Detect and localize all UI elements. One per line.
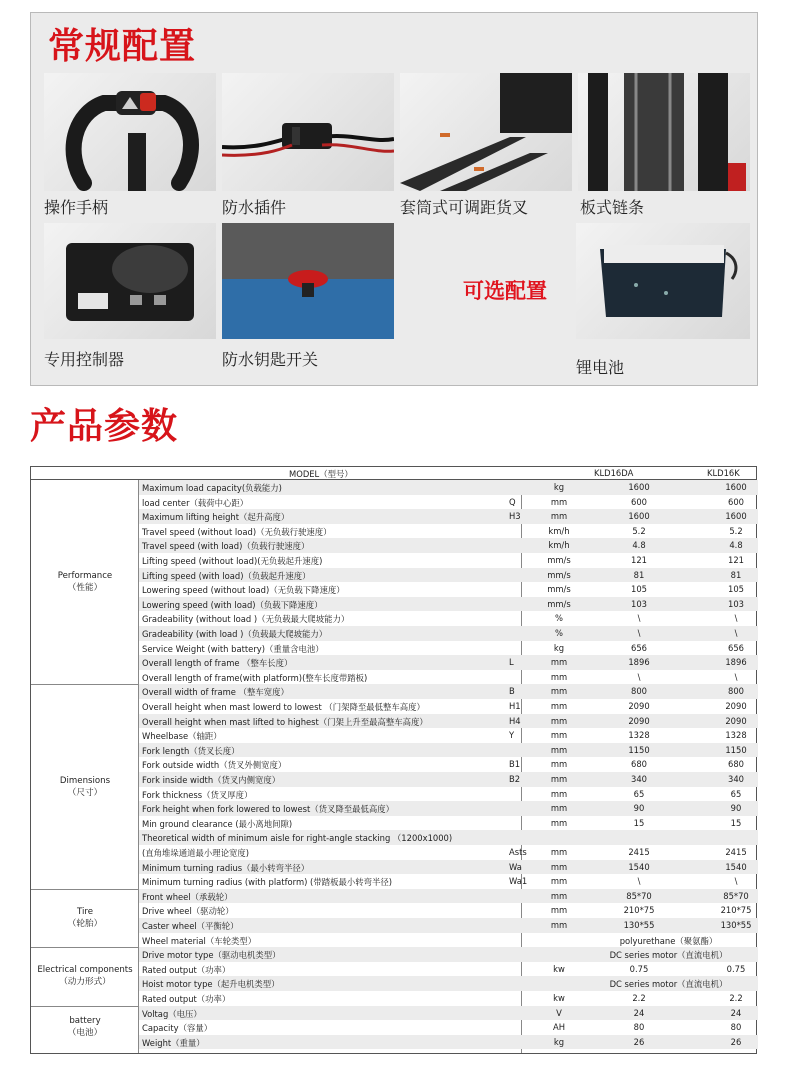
spec-value-model-1: 2415 bbox=[628, 847, 650, 857]
spec-row bbox=[139, 845, 758, 860]
spec-row bbox=[139, 903, 758, 918]
spec-param-unit: km/h bbox=[548, 540, 570, 551]
spec-value-model-1: 600 bbox=[631, 496, 647, 507]
spec-param-name: Capacity（容量） bbox=[142, 1023, 213, 1034]
spec-group-name-en: Tire bbox=[76, 906, 93, 917]
spec-row bbox=[139, 1035, 758, 1050]
spec-param-unit: mm bbox=[550, 657, 568, 668]
spec-param-name: Lowering speed (without load)（无负载下降速度） bbox=[142, 585, 345, 596]
spec-param-name: Drive wheel（驱动轮） bbox=[142, 906, 234, 917]
spec-group-divider bbox=[31, 889, 139, 890]
spec-param-unit: mm bbox=[550, 671, 568, 682]
spec-param-name: Minimum turning radius (with platform) (带踏板最小转弯半径) bbox=[142, 877, 392, 888]
spec-row bbox=[139, 874, 758, 889]
spec-row bbox=[139, 553, 758, 568]
spec-value-model-1: 340 bbox=[631, 774, 647, 784]
spec-param-unit: kw bbox=[553, 993, 565, 1003]
spec-param-unit: kg bbox=[553, 482, 565, 492]
spec-value-model-1: 1540 bbox=[628, 861, 650, 872]
spec-value-model-2: 65 bbox=[730, 788, 742, 799]
photo-key-switch bbox=[222, 223, 394, 339]
spec-value-model-2: 680 bbox=[728, 759, 744, 770]
spec-value-model-2: 5.2 bbox=[729, 525, 743, 536]
spec-param-name: Wheelbase（轴距） bbox=[142, 731, 222, 742]
spec-value-model-2: \ bbox=[734, 628, 738, 638]
spec-param-unit: mm bbox=[550, 905, 568, 916]
spec-value-model-1: 26 bbox=[633, 1036, 645, 1047]
spec-param-symbol: Q bbox=[509, 496, 516, 507]
spec-param-name: Hoist motor type（起升电机类型） bbox=[142, 979, 280, 990]
spec-value-model-1: 800 bbox=[631, 686, 647, 697]
spec-param-name: Front wheel（承载轮） bbox=[142, 891, 233, 902]
spec-param-shared-value: polyurethane（聚氨酯） bbox=[619, 935, 718, 946]
spec-row bbox=[139, 743, 758, 758]
spec-value-model-2: 1150 bbox=[725, 744, 747, 755]
spec-value-model-2: 1600 bbox=[725, 482, 747, 492]
spec-param-name: Overall width of frame （整车宽度） bbox=[142, 687, 289, 698]
spec-param-name: Voltag（电压） bbox=[142, 1008, 202, 1019]
spec-header-row bbox=[31, 467, 756, 480]
spec-value-model-1: \ bbox=[637, 671, 641, 682]
spec-param-unit: mm bbox=[550, 847, 568, 857]
spec-value-model-1: 24 bbox=[633, 1007, 645, 1018]
spec-param-unit: % bbox=[555, 628, 563, 638]
spec-value-model-1: 2090 bbox=[628, 715, 650, 726]
spec-param-unit: mm bbox=[550, 496, 568, 507]
spec-param-unit: kg bbox=[553, 1036, 565, 1047]
spec-param-unit: mm bbox=[550, 759, 568, 770]
spec-param-symbol: H1 bbox=[509, 701, 521, 711]
spec-value-model-1: 85*70 bbox=[626, 890, 652, 901]
spec-value-model-2: 103 bbox=[728, 598, 744, 609]
spec-row bbox=[139, 582, 758, 597]
photo-waterproof-connector bbox=[222, 73, 394, 191]
header-model: MODEL（型号） bbox=[289, 469, 353, 479]
spec-row bbox=[139, 801, 758, 816]
spec-value-model-1: 65 bbox=[633, 788, 645, 799]
caption-key-switch: 防水钥匙开关 bbox=[222, 350, 319, 369]
spec-value-model-2: 24 bbox=[730, 1007, 742, 1018]
spec-param-name: Fork height when fork lowered to lowest（货叉降至最低高度） bbox=[142, 804, 395, 815]
spec-group-label bbox=[31, 480, 139, 684]
photo-lithium-battery bbox=[576, 223, 750, 339]
spec-param-symbol: Asts bbox=[509, 847, 527, 857]
spec-value-model-2: 656 bbox=[728, 642, 744, 653]
spec-param-unit: AH bbox=[552, 1022, 566, 1033]
spec-param-symbol: H4 bbox=[509, 715, 521, 726]
spec-group-name-zh: （电池） bbox=[67, 1028, 103, 1039]
spec-value-model-2: 0.75 bbox=[726, 963, 746, 974]
spec-row bbox=[139, 670, 758, 685]
spec-param-name: Wheel material（车轮类型） bbox=[142, 935, 257, 946]
spec-param-name: Travel speed (with load)（负载行驶速度） bbox=[142, 541, 310, 552]
spec-row bbox=[139, 641, 758, 656]
caption-operating-handle: 操作手柄 bbox=[44, 198, 109, 217]
spec-param-name: Lifting speed (without load)(无负载起升速度) bbox=[142, 556, 323, 566]
spec-param-unit: mm bbox=[550, 890, 568, 901]
spec-param-unit: mm bbox=[550, 701, 568, 711]
optional-config-label: 可选配置 bbox=[463, 279, 547, 303]
spec-row bbox=[139, 480, 758, 495]
spec-value-model-2: 600 bbox=[728, 496, 744, 507]
spec-row bbox=[139, 714, 758, 729]
spec-row bbox=[139, 816, 758, 831]
photo-plate-chain bbox=[578, 73, 750, 191]
spec-value-model-1: 81 bbox=[633, 569, 645, 580]
spec-group-divider bbox=[31, 947, 139, 948]
spec-param-unit: mm bbox=[550, 861, 568, 872]
spec-param-name: Fork outside width（货叉外侧宽度） bbox=[142, 760, 287, 771]
spec-value-model-1: 2090 bbox=[628, 701, 650, 711]
spec-param-name: Minimum turning radius（最小转弯半径） bbox=[142, 862, 310, 873]
spec-param-symbol: H3 bbox=[509, 511, 521, 522]
spec-value-model-1: 103 bbox=[631, 598, 647, 609]
spec-param-name: Fork length（货叉长度） bbox=[142, 745, 240, 756]
spec-param-unit: mm bbox=[550, 715, 568, 726]
spec-row bbox=[139, 1020, 758, 1035]
spec-param-unit: mm/s bbox=[547, 555, 571, 565]
caption-waterproof-connector: 防水插件 bbox=[222, 198, 287, 217]
spec-param-unit: mm bbox=[550, 774, 568, 784]
spec-value-model-2: 4.8 bbox=[729, 540, 743, 551]
spec-row bbox=[139, 757, 758, 772]
spec-value-model-2: 81 bbox=[730, 569, 742, 580]
spec-group-name-zh: （动力形式） bbox=[59, 977, 111, 988]
spec-group-divider bbox=[31, 1006, 139, 1007]
spec-param-name: Fork thickness（货叉厚度） bbox=[142, 789, 253, 800]
spec-param-name: Maximum lifting height（起升高度） bbox=[142, 512, 290, 523]
spec-param-unit: km/h bbox=[548, 525, 570, 536]
spec-value-model-2: 80 bbox=[730, 1022, 742, 1033]
spec-param-name: Overall length of frame （整车长度） bbox=[142, 658, 293, 669]
spec-row bbox=[139, 597, 758, 612]
spec-row bbox=[139, 509, 758, 524]
spec-value-model-1: 1328 bbox=[628, 730, 650, 741]
spec-param-shared-value: DC series motor（直流电机） bbox=[609, 950, 728, 961]
spec-value-model-1: 105 bbox=[631, 584, 647, 595]
spec-param-name: Overall height when mast lowerd to lowest （门架降至最低整车高度） bbox=[142, 702, 425, 712]
spec-value-model-2: \ bbox=[734, 613, 738, 624]
spec-row bbox=[139, 918, 758, 933]
spec-row bbox=[139, 889, 758, 904]
product-params-title: 产品参数 bbox=[30, 406, 179, 447]
caption-adjustable-forks: 套筒式可调距货叉 bbox=[400, 198, 529, 217]
photo-adjustable-forks bbox=[400, 73, 572, 191]
spec-row bbox=[139, 626, 758, 641]
spec-param-symbol: Y bbox=[509, 730, 515, 741]
spec-param-name: Drive motor type（驱动电机类型） bbox=[142, 950, 281, 961]
spec-param-unit: mm bbox=[550, 744, 568, 755]
spec-param-unit: kw bbox=[553, 963, 565, 974]
spec-value-model-1: 15 bbox=[633, 817, 645, 828]
spec-param-name: Travel speed (without load)（无负载行驶速度） bbox=[142, 526, 332, 537]
spec-param-unit: mm bbox=[550, 511, 568, 522]
spec-param-shared-value: DC series motor（直流电机） bbox=[609, 979, 728, 990]
spec-value-model-2: 800 bbox=[728, 686, 744, 697]
spec-value-model-1: 80 bbox=[633, 1022, 645, 1033]
spec-param-name: Fork inside width（货叉内侧宽度） bbox=[142, 775, 281, 785]
spec-value-model-2: 105 bbox=[728, 584, 744, 595]
spec-row bbox=[139, 684, 758, 699]
spec-param-name: Lifting speed (with load)（负载起升速度） bbox=[142, 570, 311, 581]
spec-row bbox=[139, 933, 758, 948]
spec-group-name-en: Electrical components bbox=[37, 965, 133, 976]
spec-row bbox=[139, 962, 758, 977]
spec-param-unit: mm/s bbox=[547, 598, 571, 609]
spec-value-model-1: 656 bbox=[631, 642, 647, 653]
caption-lithium-battery: 锂电池 bbox=[576, 358, 625, 377]
spec-group-label bbox=[31, 889, 139, 947]
spec-group-label bbox=[31, 1006, 139, 1050]
spec-value-model-2: 90 bbox=[730, 803, 742, 814]
spec-value-model-2: \ bbox=[734, 671, 738, 682]
spec-group-name-en: Performance bbox=[57, 571, 113, 582]
spec-param-name: Weight（重量） bbox=[142, 1037, 205, 1048]
spec-row bbox=[139, 947, 758, 962]
spec-row bbox=[139, 830, 758, 845]
spec-param-unit: mm bbox=[550, 920, 568, 930]
spec-group-label bbox=[31, 684, 139, 888]
spec-row bbox=[139, 495, 758, 510]
spec-param-symbol: Wa bbox=[509, 861, 522, 872]
spec-group-name-zh: （尺寸） bbox=[67, 787, 103, 798]
standard-config-title: 常规配置 bbox=[48, 26, 197, 67]
spec-value-model-2: 2415 bbox=[725, 847, 747, 857]
spec-param-name: Theoretical width of minimum aisle for right-angle stacking （1200x1000) bbox=[142, 833, 453, 844]
spec-row bbox=[139, 699, 758, 714]
spec-group-name-zh: （性能） bbox=[67, 583, 103, 594]
spec-group-divider bbox=[31, 684, 139, 685]
spec-row bbox=[139, 538, 758, 553]
spec-param-symbol: B1 bbox=[509, 759, 521, 770]
spec-value-model-2: 210*75 bbox=[720, 905, 752, 916]
spec-value-model-1: 1150 bbox=[628, 744, 650, 755]
spec-value-model-2: 1540 bbox=[725, 861, 747, 872]
spec-value-model-2: \ bbox=[734, 876, 738, 887]
spec-value-model-1: \ bbox=[637, 613, 641, 624]
spec-row bbox=[139, 568, 758, 583]
photo-operating-handle bbox=[44, 73, 216, 191]
spec-row bbox=[139, 976, 758, 991]
spec-param-name: Overall length of frame(with platform)(整车长度带踏板) bbox=[142, 672, 368, 683]
spec-value-model-2: 130*55 bbox=[720, 920, 752, 930]
spec-value-model-2: 1600 bbox=[725, 511, 747, 522]
spec-value-model-1: \ bbox=[637, 876, 641, 887]
spec-param-unit: mm bbox=[550, 686, 568, 697]
spec-value-model-2: 2090 bbox=[725, 701, 747, 711]
spec-value-model-1: 1600 bbox=[628, 482, 650, 492]
spec-group-label bbox=[31, 947, 139, 1005]
spec-value-model-1: 130*55 bbox=[623, 920, 655, 930]
spec-param-name: Rated output（功率） bbox=[142, 994, 231, 1004]
spec-value-model-2: 85*70 bbox=[723, 890, 749, 901]
spec-value-model-1: 4.8 bbox=[632, 540, 646, 551]
spec-param-symbol: L bbox=[509, 657, 514, 668]
spec-value-model-1: \ bbox=[637, 628, 641, 638]
spec-value-model-2: 2090 bbox=[725, 715, 747, 726]
spec-group-name-en: Dimensions bbox=[59, 775, 111, 786]
spec-row bbox=[139, 991, 758, 1006]
spec-row bbox=[139, 772, 758, 787]
spec-param-symbol: B bbox=[509, 686, 515, 697]
spec-row bbox=[139, 611, 758, 626]
spec-param-name: Service Weight (with battery)（重量含电池） bbox=[142, 643, 324, 654]
spec-param-name: Gradeability (without load )（无负载最大爬坡能力） bbox=[142, 614, 350, 625]
spec-group-name-zh: （轮胎） bbox=[67, 918, 103, 929]
spec-param-unit: mm bbox=[550, 788, 568, 799]
spec-param-name: load center（载荷中心距） bbox=[142, 497, 249, 508]
spec-row bbox=[139, 655, 758, 670]
spec-param-name: (直角堆垛通道最小理论宽度) bbox=[142, 848, 250, 858]
spec-param-unit: V bbox=[556, 1007, 562, 1018]
spec-value-model-2: 340 bbox=[728, 774, 744, 784]
spec-param-name: Gradeability (with load )（负载最大爬坡能力） bbox=[142, 629, 328, 639]
spec-param-unit: mm/s bbox=[547, 569, 571, 580]
caption-controller: 专用控制器 bbox=[44, 350, 125, 369]
spec-value-model-1: 2.2 bbox=[632, 993, 646, 1003]
spec-param-unit: mm bbox=[550, 803, 568, 814]
spec-param-name: Overall height when mast lifted to highest（门架上升至最高整车高度） bbox=[142, 716, 428, 727]
spec-param-symbol: B2 bbox=[509, 774, 521, 784]
spec-param-unit: % bbox=[555, 613, 563, 624]
spec-param-unit: kg bbox=[553, 642, 565, 653]
spec-row bbox=[139, 728, 758, 743]
spec-value-model-1: 680 bbox=[631, 759, 647, 770]
spec-row bbox=[139, 860, 758, 875]
spec-row bbox=[139, 524, 758, 539]
spec-value-model-1: 1896 bbox=[628, 657, 650, 668]
spec-param-name: Maximum load capacity(负载能力) bbox=[142, 483, 282, 493]
spec-group-name-en: battery bbox=[69, 1016, 101, 1027]
spec-table bbox=[30, 466, 757, 1054]
spec-value-model-2: 26 bbox=[730, 1036, 742, 1047]
spec-value-model-2: 121 bbox=[728, 555, 744, 565]
spec-param-unit: mm bbox=[550, 817, 568, 828]
spec-value-model-2: 15 bbox=[730, 817, 742, 828]
spec-param-unit: mm/s bbox=[547, 584, 571, 595]
spec-param-unit: mm bbox=[550, 876, 568, 887]
spec-value-model-2: 2.2 bbox=[729, 993, 743, 1003]
spec-value-model-2: 1896 bbox=[725, 657, 747, 668]
spec-param-unit: mm bbox=[550, 730, 568, 741]
caption-plate-chain: 板式链条 bbox=[580, 198, 645, 217]
spec-value-model-2: 1328 bbox=[725, 730, 747, 741]
header-model-1: KLD16DA bbox=[594, 468, 634, 478]
spec-value-model-1: 0.75 bbox=[629, 963, 649, 974]
spec-param-name: Min ground clearance (最小离地间隙) bbox=[142, 818, 293, 829]
spec-row bbox=[139, 1006, 758, 1021]
spec-value-model-1: 1600 bbox=[628, 511, 650, 522]
header-model-2: KLD16K bbox=[707, 468, 740, 478]
spec-param-name: Caster wheel（平衡轮） bbox=[142, 921, 239, 931]
spec-value-model-1: 90 bbox=[633, 803, 645, 814]
spec-row bbox=[139, 787, 758, 802]
spec-param-name: Lowering speed (with load)（负载下降速度） bbox=[142, 599, 323, 610]
photo-controller bbox=[44, 223, 216, 339]
spec-param-symbol: Wa1 bbox=[509, 876, 528, 887]
spec-value-model-1: 121 bbox=[631, 555, 647, 565]
spec-value-model-1: 210*75 bbox=[623, 905, 655, 916]
spec-value-model-1: 5.2 bbox=[632, 525, 646, 536]
spec-param-name: Rated output（功率） bbox=[142, 964, 231, 975]
